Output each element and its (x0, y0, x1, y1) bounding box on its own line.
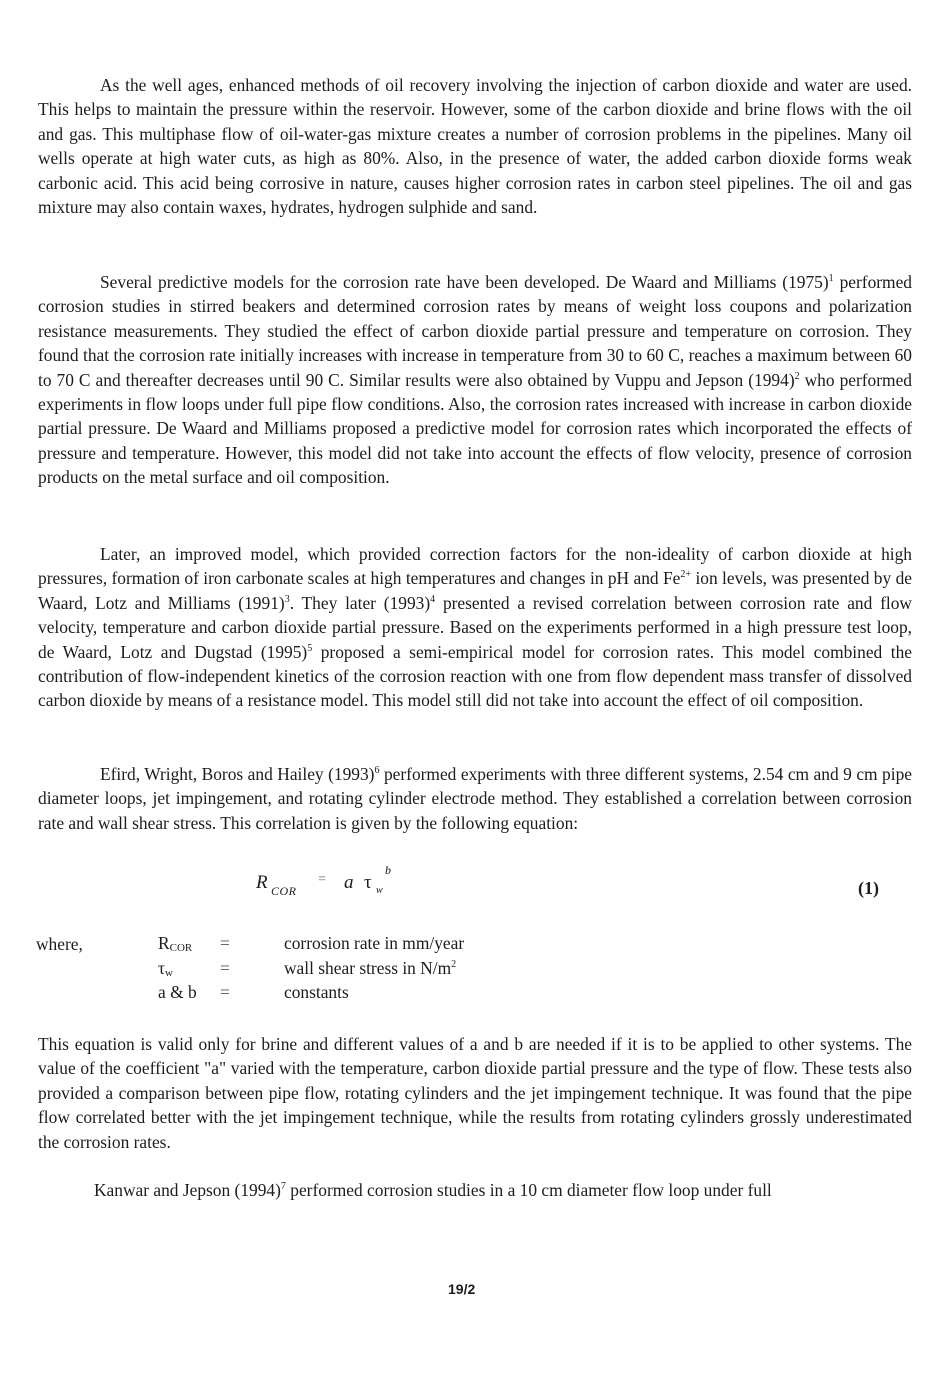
definition-equals: = (220, 933, 230, 953)
definition-text: corrosion rate in mm/year (284, 933, 465, 953)
definition-symbol: τw (158, 957, 173, 979)
citation-3: 3 (284, 593, 290, 605)
charge-superscript: 2+ (680, 569, 692, 581)
page-number: 19/2 (448, 1281, 476, 1297)
definition-text: wall shear stress in $N/m^2$ (284, 957, 457, 978)
definition-symbol: a & b (158, 982, 197, 1002)
paragraph-1: As the well ages, enhanced methods of oil recovery involving the injection of carbon dioxide and water are used. This helps to maintain the pressure within the reservoir. However, some of the carbon dioxide and brine flows with the oil and gas. This multiphase flow of oil-water-gas mixture creates a number of corrosion problems in the pipelines. Many oil wells operate at high water cuts, as high as 80%. Also, in the presence of water, the added carbon dioxide forms weak carbonic acid. This acid being corrosive in nature, causes higher corrosion rates in carbon steel pipelines. The oil and gas mixture may also contain waxes, hydrates, hydrogen sulphide and sand. (38, 75, 912, 218)
equation-1 (256, 863, 456, 908)
citation-4: 4 (430, 593, 436, 605)
equation-rate-symbol: R (256, 872, 268, 893)
definition-symbol: RCOR (158, 933, 193, 954)
paragraph-5: This equation is valid only for brine and different values of a and b are needed if it is to be applied to other systems. The value of the coefficient "a" varied with the temperature, carbon dioxide partial pressure and the type of flow. These tests also provided a comparison between pipe flow, rotating cylinders and the jet impingement technique. It was found that the pipe flow correlated better with the jet impingement technique, while the results from rotating cylinders grossly underestimated the corrosion rates. (38, 1034, 912, 1152)
citation-6: 6 (374, 765, 380, 776)
equation-shear-symbol: τ (364, 872, 372, 893)
equation-number: (1) (858, 878, 879, 898)
equation-rate-subscript: COR (271, 884, 297, 898)
citation-7: 7 (280, 1181, 286, 1192)
paragraph-2: Several predictive models for the corrosion rate have been developed. De Waard and Milliams $(1975)^1$ performed corrosion studies in stirred beakers and determined corrosion rates by means of weight loss coupons and polarization resistance measurements. They studied the effect of carbon dioxide partial pressure and temperature on corrosion. They found that the corrosion rate initially increases with increase in temperature from 30 to 60 C, reaches a maximum between 60 to 70 C and thereafter decreases until 90 C. Similar results were also obtained by Vuppu and Jepson $(1994)^2$ who performed experiments in flow loops under full pipe flow conditions. Also, the corrosion rates increased with increase in carbon dioxide partial pressure. De Waard and Milliams proposed a predictive model for corrosion rates which incorporated the effects of pressure and temperature. However, this model did not take into account the effects of flow velocity, presence of corrosion products on the metal surface and oil composition. (38, 272, 912, 488)
citation-5: 5 (307, 642, 313, 654)
where-label: where, (36, 934, 83, 954)
paragraph-6: Kanwar and Jepson $(1994)^7$ performed corrosion studies in a 10 cm diameter flow loop under full (94, 1180, 772, 1200)
equation-shear-subscript: w (376, 885, 383, 896)
definition-text: constants (284, 982, 349, 1002)
definition-equals: = (220, 982, 230, 1002)
citation-2: 2 (794, 370, 800, 382)
equation-exponent-b: b (385, 863, 391, 877)
equation-coefficient-a: a (344, 872, 354, 893)
definition-equals: = (220, 957, 230, 978)
citation-1: 1 (828, 273, 834, 284)
paragraph-4: Efird, Wright, Boros and Hailey $(1993)^6$ performed experiments with three different systems, 2.54 cm and 9 cm pipe diameter loops, jet impingement, and rotating cylinder electrode method. They established a correlation between corrosion rate and wall shear stress. This correlation is given by the following equation: (38, 764, 912, 833)
equation-equals: = (318, 872, 326, 887)
paragraph-3: Later, an improved model, which provided correction factors for the non-ideality of carbon dioxide at high pressures, formation of iron carbonate scales at high temperatures and changes in pH and $Fe^{2+}$ ion levels, was presented by de Waard, Lotz and Milliams $(1991)^3$. They later $(1993)^4$ presented a revised correlation between corrosion rate and flow velocity, temperature and carbon dioxide partial pressure. Based on the experiments performed in a high pressure test loop, de Waard, Lotz and Dugstad $(1995)^5$ proposed a semi-empirical model for corrosion rates. This model combined the contribution of flow-independent kinetics of the corrosion reaction with one from flow dependent mass transfer of dissolved carbon dioxide by means of a resistance model. This model still did not take into account the effect of oil composition. (38, 544, 913, 711)
